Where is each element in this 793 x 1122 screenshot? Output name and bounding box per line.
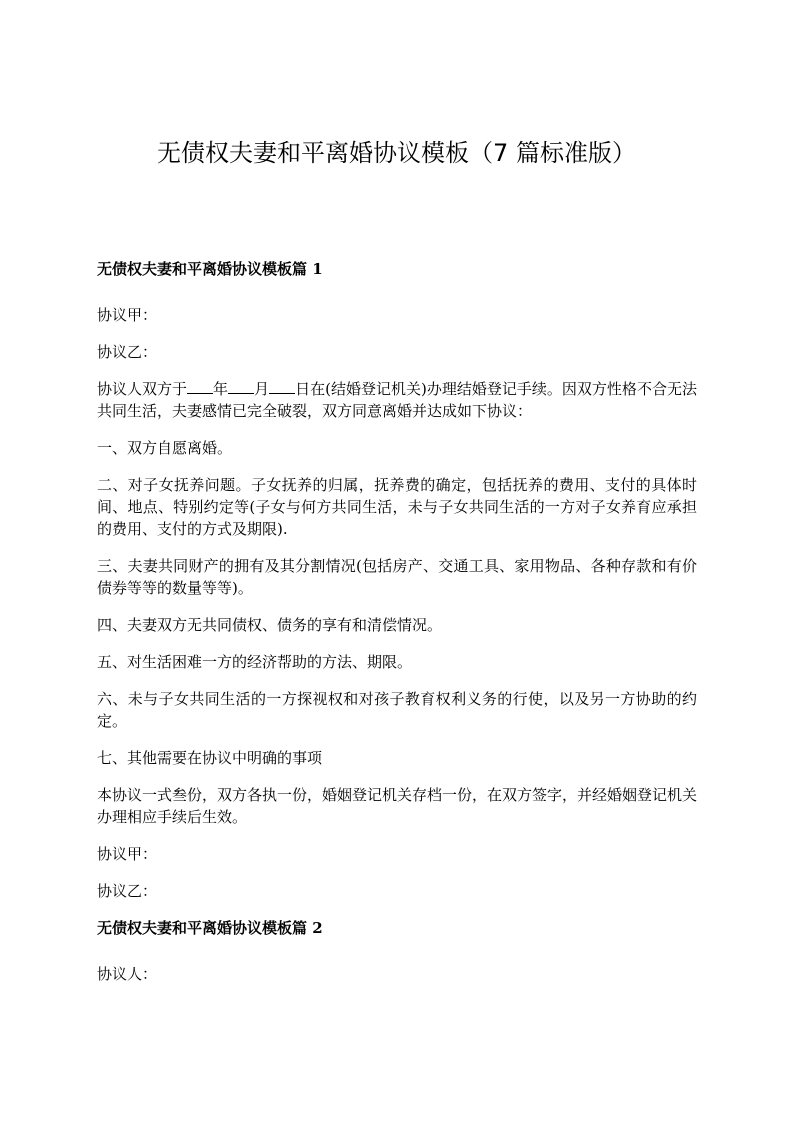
section-2-heading: 无债权夫妻和平离婚协议模板篇 2	[97, 919, 323, 937]
clause-4: 四、夫妻双方无共同债权、债务的享有和清偿情况。	[97, 616, 443, 634]
document-title: 无债权夫妻和平离婚协议模板（7 篇标准版）	[157, 139, 636, 167]
intro-paragraph	[97, 378, 697, 422]
closing-paragraph: 本协议一式叁份，双方各执一份，婚姻登记机关存档一份，在双方签字，并经婚姻登记机关办理相应手续后生效。	[97, 786, 698, 826]
year-blank	[187, 379, 213, 394]
intro-text-end: 日在(结婚登记机关)办理结婚登记手续。因双方性格不合无法共同生活，夫妻感情已完全破裂，双方同意离婚并达成如下协议：	[97, 380, 697, 420]
year-label: 年	[213, 380, 229, 398]
day-blank	[269, 379, 295, 394]
section-1-heading: 无债权夫妻和平离婚协议模板篇 1	[97, 260, 323, 278]
document-body	[97, 258, 697, 1000]
party-b-line: 协议乙：	[97, 343, 158, 361]
signature-party-b: 协议乙：	[97, 882, 158, 900]
clause-7: 七、其他需要在协议中明确的事项	[97, 749, 323, 767]
month-blank	[228, 379, 254, 394]
clause-1: 一、双方自愿离婚。	[97, 439, 233, 457]
signature-party-a: 协议甲：	[97, 845, 158, 863]
clause-5: 五、对生活困难一方的经济帮助的方法、期限。	[97, 653, 413, 671]
clause-3: 三、夫妻共同财产的拥有及其分割情况(包括房产、交通工具、家用物品、各种存款和有价债券等等的数量等等)。	[97, 557, 697, 597]
party-a-line: 协议甲：	[97, 306, 158, 324]
clause-6: 六、未与子女共同生活的一方探视权和对孩子教育权利义务的行使，以及另一方协助的约定。	[97, 690, 697, 730]
month-label: 月	[254, 380, 270, 398]
clause-2: 二、对子女抚养问题。子女抚养的归属，抚养费的确定，包括抚养的费用、支付的具体时间、地点、特别约定等(子女与何方共同生活，未与子女共同生活的一方对子女养育应承担的费用、支付的方式及期限).	[97, 476, 697, 538]
intro-text-start: 协议人双方于	[97, 380, 188, 398]
section-2-party-line: 协议人：	[97, 965, 158, 983]
